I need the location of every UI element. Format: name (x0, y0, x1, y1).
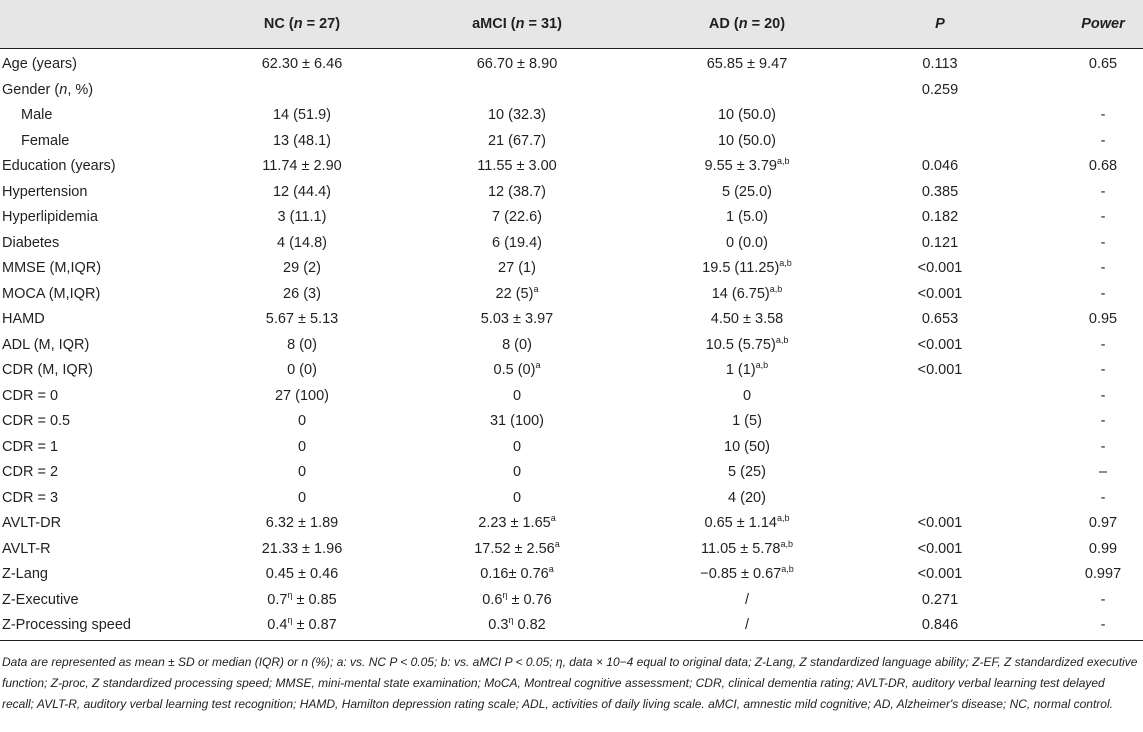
cell-ad: $11.05 \pm 5.78^{a,b}$ (701, 538, 793, 557)
row-label: AVLT-DR (2, 515, 62, 531)
header-amci: aMCI (n = 31) (472, 16, 562, 32)
cell-amci: $0.6^\eta \pm 0.76$ (482, 589, 552, 608)
table-row (0, 154, 1143, 180)
cell-p (890, 103, 990, 129)
cell-p: <0.001 (917, 566, 963, 582)
table-row (0, 435, 1143, 461)
cell-p: 0.846 (921, 617, 959, 633)
cell-p: 0.182 (921, 209, 959, 225)
table-row (0, 231, 1143, 257)
row-label: AVLT-R (2, 540, 51, 557)
table-row (0, 205, 1143, 231)
table-row (0, 613, 1143, 639)
row-label: CDR = 1 (2, 438, 59, 455)
cell-power: - (1100, 387, 1106, 404)
cell-p: <0.001 (917, 336, 963, 353)
cell-power: - (1100, 234, 1106, 251)
cell-p: 0.046 (921, 158, 959, 174)
header-ad: AD (n = 20) (708, 16, 786, 32)
cell-amci: 21 (67.7) (487, 132, 547, 149)
cell-nc: 13 (48.1) (272, 132, 332, 149)
cell-p: 0.259 (921, 81, 959, 98)
cell-power: - (1100, 107, 1106, 123)
table-row (0, 358, 1143, 384)
cell-p: 0.121 (921, 234, 959, 251)
cell-ad: 65.85 ± 9.47 (706, 56, 788, 72)
cell-amci: 22 $(5)^a$ (495, 283, 539, 302)
cell-nc: 12 (44.4) (272, 183, 332, 200)
cell-nc: $0.4^\eta \pm 0.87$ (267, 615, 337, 633)
header-p: P (935, 16, 945, 32)
cell-nc: 0 (297, 438, 307, 455)
cell-power: - (1100, 285, 1106, 302)
cell-amci: 12 (38.7) (487, 183, 547, 200)
cell-amci: 0.16± 0.76$^a$ (480, 564, 554, 582)
row-label: Male (21, 107, 53, 123)
cell-ad: 14 $(6.75)^{a,b}$ (711, 283, 783, 302)
table-row (0, 307, 1143, 333)
cell-nc (232, 78, 372, 104)
cell-amci: 0.5 $(0)^a$ (493, 360, 541, 378)
table-row (0, 486, 1143, 512)
cell-amci: 0 (512, 387, 522, 404)
row-label: Hypertension (2, 183, 88, 200)
cell-nc: 0.45 ± 0.46 (265, 566, 339, 582)
table-row (0, 588, 1143, 614)
cell-nc: 0 (297, 489, 307, 506)
cell-power: - (1100, 260, 1106, 276)
cell-ad: 1 $(1)^{a,b}$ (725, 360, 769, 378)
table-footnote: Data are represented as mean ± SD or median (IQR) or n (%); a: vs. NC P < 0.05; b: vs. aMCI P < 0.05; η, data × 10−4 equal to original data; Z-Lang, Z standardized language ability; Z-EF, Z standardized executive function; Z-proc, Z standardized processing speed; MMSE, mini-mental state examination; MoCA, Montreal cognitive assessment; CDR, clinical dementia rating; AVLT-DR, auditory verbal learning test delayed recall; AVLT-R, auditory verbal learning test recognition; HAMD, Hamilton depression rating scale; ADL, activities of daily living scale. aMCI, amnestic mild cognitive; AD, Alzheimer's disease; NC, normal control. (2, 655, 1138, 711)
cell-ad: 19.5 $(11.25)^{a,b}$ (702, 258, 792, 276)
cell-p (890, 409, 990, 435)
table-row (0, 78, 1143, 104)
cell-power: - (1100, 183, 1106, 200)
cell-power: 0.65 (1088, 56, 1118, 72)
table-bottom-rule (0, 640, 1143, 641)
row-label: MMSE (M,IQR) (2, 260, 102, 276)
row-label: CDR = 0.5 (2, 413, 71, 429)
cell-amci: 11.55 ± 3.00 (477, 158, 557, 174)
header-power: Power (1081, 16, 1125, 32)
cell-amci (447, 78, 587, 104)
cell-amci: 0 (512, 438, 522, 455)
table-row (0, 511, 1143, 537)
row-label: CDR = 0 (2, 387, 59, 404)
cell-nc: 3 (11.1) (277, 209, 327, 225)
cell-power: 0.95 (1088, 311, 1118, 327)
cell-p: <0.001 (917, 285, 963, 302)
cell-nc: 6.32 ± 1.89 (265, 515, 339, 531)
cell-ad: 10 (50) (724, 438, 770, 455)
cell-amci: 31 (100) (489, 413, 544, 429)
cell-amci: 66.70 ± 8.90 (476, 56, 558, 72)
cell-power: - (1100, 132, 1106, 149)
table-row (0, 460, 1143, 486)
table-row (0, 562, 1143, 588)
cell-ad: 10 (50.0) (717, 107, 777, 123)
cell-amci: 10 (32.3) (487, 107, 547, 123)
table-row (0, 537, 1143, 563)
cell-nc: 4 (14.8) (277, 234, 327, 251)
cell-amci: 7 (22.6) (492, 209, 542, 225)
cell-ad: $9.55 \pm 3.79^{a,b}$ (704, 156, 790, 174)
cell-ad: 1 (5) (732, 413, 762, 429)
cell-nc: 21.33 ± 1.96 (261, 540, 343, 557)
cell-amci: 2.23 ± 1.65$^a$ (478, 513, 556, 531)
row-label: CDR (M, IQR) (2, 362, 94, 378)
row-label: Z-Executive (2, 591, 79, 608)
table-row (0, 129, 1143, 155)
cell-power (1068, 78, 1138, 104)
row-label: CDR = 3 (2, 489, 59, 506)
cell-ad: 5 (25.0) (722, 183, 772, 200)
cell-power: 0.68 (1088, 158, 1118, 174)
table-row (0, 52, 1143, 78)
row-label: Z-Processing speed (2, 617, 131, 633)
cell-ad: 4.50 ± 3.58 (710, 311, 784, 327)
cell-power: 0.97 (1088, 515, 1118, 531)
cell-nc: 8 (0) (287, 336, 317, 353)
cell-nc: 62.30 ± 6.46 (261, 56, 343, 72)
table-header (0, 0, 1143, 49)
cell-ad (677, 78, 817, 104)
cell-power: - (1100, 362, 1106, 378)
cell-p: <0.001 (917, 540, 963, 557)
table-row (0, 282, 1143, 308)
cell-amci: $0.3^\eta$ 0.82 (488, 615, 546, 633)
row-label: MOCA (M,IQR) (2, 285, 101, 302)
cell-power: 0.99 (1088, 540, 1118, 557)
cell-nc: 11.74 ± 2.90 (262, 158, 342, 174)
cell-p: 0.385 (921, 183, 959, 200)
cell-p (890, 129, 990, 155)
cell-p (890, 486, 990, 512)
cell-power: - (1100, 413, 1106, 429)
cell-nc: 5.67 ± 5.13 (265, 311, 339, 327)
cell-nc: $0.7^\eta \pm 0.85$ (267, 589, 337, 608)
row-label: Hyperlipidemia (2, 209, 98, 225)
row-label: Age (years) (2, 56, 77, 72)
cell-power: - (1100, 591, 1106, 608)
cell-ad: 10.5 $(5.75)^{a,b}$ (705, 334, 789, 353)
row-label: ADL (M, IQR) (2, 336, 90, 353)
cell-amci: 8 (0) (502, 336, 532, 353)
table-row (0, 384, 1143, 410)
cell-p: 0.271 (921, 591, 959, 608)
cell-power: - (1100, 617, 1106, 633)
cell-power: - (1100, 489, 1106, 506)
row-label: Female (21, 132, 70, 149)
cell-p (890, 460, 990, 486)
row-label: Gender (n, %) (2, 81, 94, 98)
table-row (0, 103, 1143, 129)
cell-p (890, 435, 990, 461)
cell-nc: 0 (0) (287, 362, 317, 378)
cell-p: 0.113 (922, 56, 958, 72)
cell-nc: 0 (297, 464, 307, 480)
cell-nc: 29 (2) (283, 260, 321, 276)
cell-ad: 0 (742, 387, 752, 404)
cell-power: 0.997 (1084, 566, 1122, 582)
cell-amci: 17.52 ± 2.56$^a$ (474, 538, 560, 557)
cell-p: <0.001 (917, 260, 963, 276)
cell-power: - (1100, 336, 1106, 353)
row-label: Education (years) (2, 158, 116, 174)
cell-amci: 27 (1) (498, 260, 536, 276)
cell-p (890, 384, 990, 410)
cell-power: - (1100, 438, 1106, 455)
cell-amci: 6 (19.4) (492, 234, 542, 251)
cell-p: 0.653 (921, 311, 959, 327)
cell-p: <0.001 (917, 362, 963, 378)
row-label: Diabetes (2, 234, 60, 251)
cell-nc: 26 (3) (283, 285, 321, 302)
cell-amci: 0 (512, 489, 522, 506)
cell-ad: / (744, 617, 750, 633)
cell-ad: 1 (5.0) (726, 209, 768, 225)
cell-ad: 0 (0.0) (726, 234, 768, 251)
cell-ad: 10 (50.0) (717, 132, 777, 149)
cell-nc: 27 (100) (274, 387, 329, 404)
cell-nc: 0 (297, 413, 307, 429)
table-row (0, 256, 1143, 282)
cell-ad: $0.65 \pm 1.14^{a,b}$ (704, 513, 790, 531)
table-row (0, 409, 1143, 435)
row-label: HAMD (2, 311, 45, 327)
cell-amci: 0 (512, 464, 522, 480)
cell-ad: / (744, 591, 750, 608)
cell-nc: 14 (51.9) (272, 107, 332, 123)
cell-power: – (1098, 464, 1108, 480)
row-label: Z-Lang (2, 566, 48, 582)
cell-amci: 5.03 ± 3.97 (480, 311, 554, 327)
cell-ad: 5 (25) (728, 464, 766, 480)
table-row (0, 180, 1143, 206)
cell-p: <0.001 (917, 515, 963, 531)
header-nc: NC (n = 27) (263, 16, 341, 32)
cell-ad: $-0.85 \pm 0.67^{a,b}$ (700, 564, 794, 582)
row-label: CDR = 2 (2, 464, 59, 480)
cell-power: - (1100, 209, 1106, 225)
table-row (0, 333, 1143, 359)
cell-ad: 4 (20) (728, 489, 766, 506)
